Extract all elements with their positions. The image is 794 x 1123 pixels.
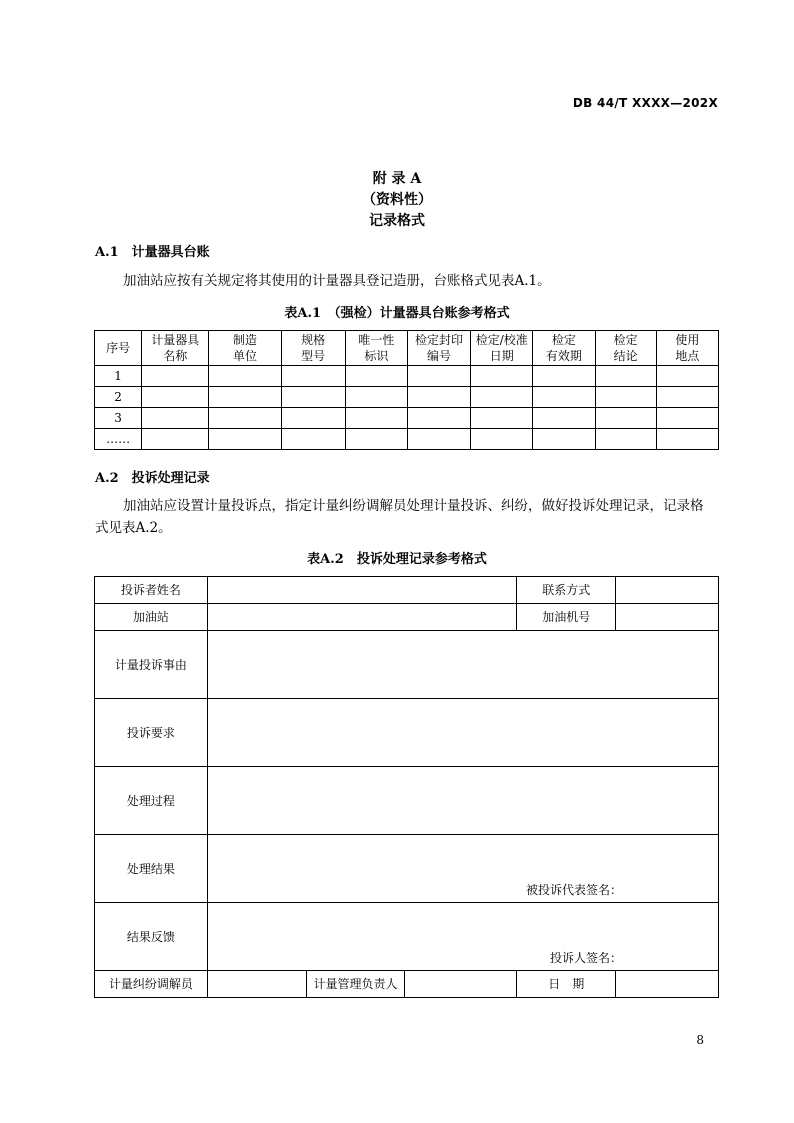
table-a1-header-line: 地点 <box>675 349 700 363</box>
document-code: DB 44/T XXXX—202X <box>572 96 718 110</box>
table-a1-header-cell <box>656 331 718 366</box>
table-a1-header-cell <box>595 331 656 366</box>
table-cell <box>533 366 595 387</box>
feedback-label: 结果反馈 <box>95 903 208 971</box>
result-value <box>207 835 718 903</box>
row-number: 3 <box>95 408 142 429</box>
table-a1-header-line: 检定/校准 <box>475 333 528 347</box>
table-a2-row <box>95 577 719 604</box>
table-a1-header-cell <box>407 331 470 366</box>
table-a2-caption: 表A.2 投诉处理记录参考格式 <box>307 552 487 567</box>
table-a2-row <box>95 604 719 631</box>
reason-label: 计量投诉事由 <box>95 631 208 699</box>
table-cell <box>142 366 209 387</box>
table-cell <box>595 366 656 387</box>
table-a1 <box>94 330 719 450</box>
table-a1-header-line: 唯一性 <box>358 333 395 347</box>
row-number: 1 <box>95 366 142 387</box>
mediator-label: 计量纠纷调解员 <box>95 971 208 998</box>
process-label: 处理过程 <box>95 767 208 835</box>
date-value <box>616 971 719 998</box>
machine-no-value <box>616 604 719 631</box>
table-a1-header-line: 使用 <box>675 333 700 347</box>
machine-no-label: 加油机号 <box>517 604 616 631</box>
table-a1-header-cell <box>95 331 142 366</box>
table-cell <box>345 366 407 387</box>
table-a1-header-line: 编号 <box>427 349 452 363</box>
table-a2-row <box>95 699 719 767</box>
table-row <box>95 408 719 429</box>
table-cell <box>142 387 209 408</box>
table-a1-header-line: 日期 <box>489 349 514 363</box>
table-a2-row <box>95 835 719 903</box>
table-cell <box>533 429 595 450</box>
table-cell <box>345 429 407 450</box>
table-cell <box>471 408 533 429</box>
table-a1-header-line: 检定封印 <box>415 333 464 347</box>
appendix-subtitle: 记录格式 <box>369 213 425 229</box>
row-number: …… <box>95 429 142 450</box>
table-a1-header-cell <box>209 331 281 366</box>
table-cell <box>656 366 718 387</box>
contact-value <box>616 577 719 604</box>
section-a1-heading: A.1 计量器具台账 <box>95 245 210 260</box>
table-cell <box>595 429 656 450</box>
table-a1-caption: 表A.1 （强检）计量器具台账参考格式 <box>284 306 510 321</box>
page-number: 8 <box>696 1033 704 1047</box>
table-cell <box>407 429 470 450</box>
result-signature-label: 被投诉代表签名： <box>525 883 622 897</box>
table-cell <box>345 408 407 429</box>
table-row <box>95 429 719 450</box>
table-a2-row <box>95 631 719 699</box>
table-a1-header-cell <box>471 331 533 366</box>
table-a1-header-line: 计量器具 <box>151 333 200 347</box>
table-cell <box>656 387 718 408</box>
table-cell <box>656 408 718 429</box>
table-cell <box>281 429 345 450</box>
section-a1-paragraph <box>95 270 719 292</box>
table-row <box>95 366 719 387</box>
section-a1-text: 加油站应按有关规定将其使用的计量器具登记造册，台账格式见表A.1。 <box>123 273 551 289</box>
date-label: 日 期 <box>517 971 616 998</box>
table-a1-header-line: 有效期 <box>545 349 582 363</box>
section-a2-line2: 式见表A.2。 <box>95 520 172 536</box>
table-a1-header-cell <box>142 331 209 366</box>
table-a1-header-line: 制造 <box>232 333 257 347</box>
table-cell <box>407 366 470 387</box>
table-a1-header-cell <box>533 331 595 366</box>
complainant-name-label: 投诉者姓名 <box>95 577 208 604</box>
table-cell <box>345 387 407 408</box>
manager-label: 计量管理负责人 <box>306 971 405 998</box>
table-cell <box>471 366 533 387</box>
section-a2-paragraph <box>95 495 719 539</box>
feedback-value <box>207 903 718 971</box>
table-cell <box>471 429 533 450</box>
table-cell <box>471 387 533 408</box>
complainant-name-value <box>207 577 516 604</box>
table-a2-row <box>95 971 719 998</box>
table-a1-header-line: 型号 <box>301 349 326 363</box>
table-cell <box>142 429 209 450</box>
result-label: 处理结果 <box>95 835 208 903</box>
table-cell <box>281 408 345 429</box>
appendix-title: 附 录 A <box>372 171 422 187</box>
table-a1-header-cell <box>345 331 407 366</box>
table-cell <box>209 408 281 429</box>
table-cell <box>209 429 281 450</box>
table-a2-row <box>95 903 719 971</box>
section-a2-heading: A.2 投诉处理记录 <box>95 471 210 486</box>
table-a1-header-line: 规格 <box>301 333 326 347</box>
table-a1-header-line: 检定 <box>551 333 576 347</box>
table-a1-header-line: 序号 <box>106 341 131 355</box>
table-cell <box>142 408 209 429</box>
table-a2-row <box>95 767 719 835</box>
section-a2-line1: 加油站应设置计量投诉点，指定计量纠纷调解员处理计量投诉、纠纷，做好投诉处理记录，记录格 <box>123 498 704 514</box>
table-a1-header-line: 结论 <box>613 349 638 363</box>
table-cell <box>595 387 656 408</box>
table-row <box>95 387 719 408</box>
request-label: 投诉要求 <box>95 699 208 767</box>
table-a1-header-cell <box>281 331 345 366</box>
mediator-value <box>207 971 306 998</box>
table-cell <box>407 387 470 408</box>
contact-label: 联系方式 <box>517 577 616 604</box>
table-cell <box>281 366 345 387</box>
table-cell <box>533 387 595 408</box>
table-a1-header-line: 检定 <box>613 333 638 347</box>
station-label: 加油站 <box>95 604 208 631</box>
station-value <box>207 604 516 631</box>
table-a1-header-line: 标识 <box>364 349 389 363</box>
table-cell <box>209 366 281 387</box>
table-a1-header-line: 名称 <box>163 349 188 363</box>
table-cell <box>281 387 345 408</box>
table-a1-header-row <box>95 331 719 366</box>
feedback-signature-label: 投诉人签名： <box>549 951 622 965</box>
process-value <box>207 767 718 835</box>
table-cell <box>209 387 281 408</box>
reason-value <box>207 631 718 699</box>
table-cell <box>407 408 470 429</box>
table-cell <box>533 408 595 429</box>
table-a2 <box>94 576 719 998</box>
row-number: 2 <box>95 387 142 408</box>
manager-value <box>405 971 517 998</box>
table-cell <box>656 429 718 450</box>
appendix-nature: （资料性） <box>362 192 432 208</box>
table-cell <box>595 408 656 429</box>
table-a1-header-line: 单位 <box>232 349 257 363</box>
request-value <box>207 699 718 767</box>
